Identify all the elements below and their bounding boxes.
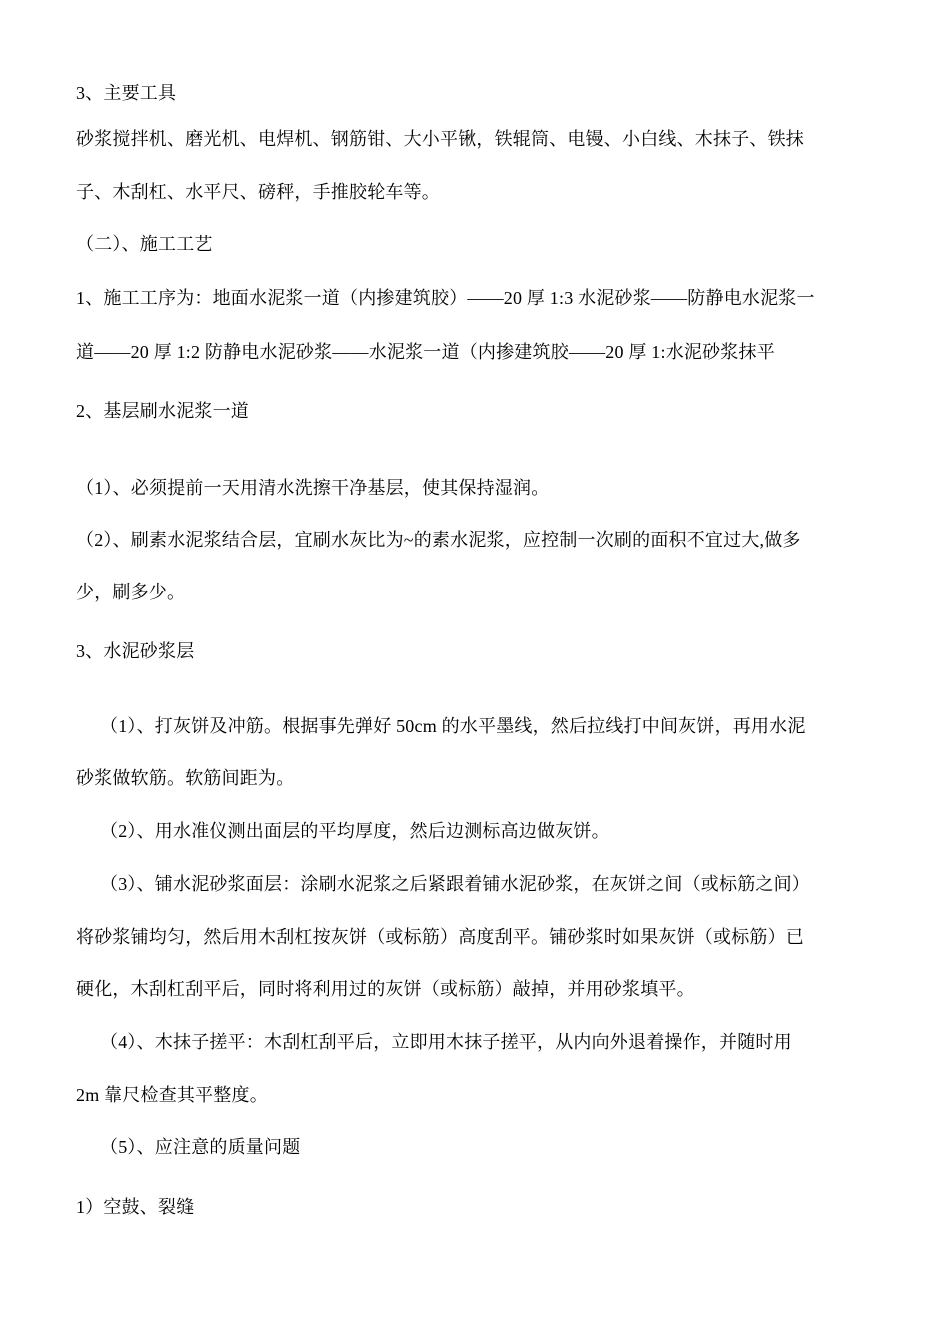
section-heading-cement-mortar-layer: 3、水泥砂浆层	[76, 641, 195, 661]
paragraph-line: 道——20 厚 1:2 防静电水泥砂浆——水泥浆一道（内掺建筑胶——20 厚 1:水泥砂浆抹平	[76, 342, 775, 362]
paragraph-line: 子、木刮杠、水平尺、磅秤，手推胶轮车等。	[76, 182, 440, 202]
paragraph-line: 2m 靠尺检查其平整度。	[76, 1085, 268, 1105]
paragraph-line: （1）、必须提前一天用清水洗擦干净基层，使其保持湿润。	[76, 478, 550, 498]
paragraph-line: 1、施工工序为：地面水泥浆一道（内掺建筑胶）——20 厚 1:3 水泥砂浆——防静电水泥浆一	[76, 288, 815, 308]
subsection-heading-quality-issues: （5）、应注意的质量问题	[100, 1137, 301, 1157]
paragraph-line: （1）、打灰饼及冲筋。根据事先弹好 50cm 的水平墨线，然后拉线打中间灰饼，再用水泥	[100, 716, 806, 736]
list-item-hollowing-cracks: 1）空鼓、裂缝	[76, 1197, 195, 1217]
paragraph-line: （3）、铺水泥砂浆面层：涂刷水泥浆之后紧跟着铺水泥砂浆，在灰饼之间（或标筋之间）	[100, 874, 810, 894]
paragraph-line: （2）、刷素水泥浆结合层，宜刷水灰比为~的素水泥浆，应控制一次刷的面积不宜过大,做多	[76, 530, 801, 550]
paragraph-line: 将砂浆铺均匀，然后用木刮杠按灰饼（或标筋）高度刮平。铺砂浆时如果灰饼（或标筋）已	[76, 927, 804, 947]
paragraph-line: （4）、木抹子搓平：木刮杠刮平后，立即用木抹子搓平，从内向外退着操作，并随时用	[100, 1032, 792, 1052]
paragraph-line: （2）、用水准仪测出面层的平均厚度，然后边测标高边做灰饼。	[100, 821, 610, 841]
paragraph-line: 少，刷多少。	[76, 582, 186, 602]
section-heading-base-layer: 2、基层刷水泥浆一道	[76, 401, 249, 421]
section-heading-main-tools: 3、主要工具	[76, 83, 177, 103]
paragraph-line: 砂浆搅拌机、磨光机、电焊机、钢筋钳、大小平锹，铁辊筒、电镘、小白线、木抹子、铁抹	[76, 129, 804, 149]
section-heading-construction-process: （二）、施工工艺	[76, 234, 213, 254]
paragraph-line: 硬化，木刮杠刮平后，同时将利用过的灰饼（或标筋）敲掉，并用砂浆填平。	[76, 979, 695, 999]
paragraph-line: 砂浆做软筋。软筋间距为。	[76, 768, 295, 788]
